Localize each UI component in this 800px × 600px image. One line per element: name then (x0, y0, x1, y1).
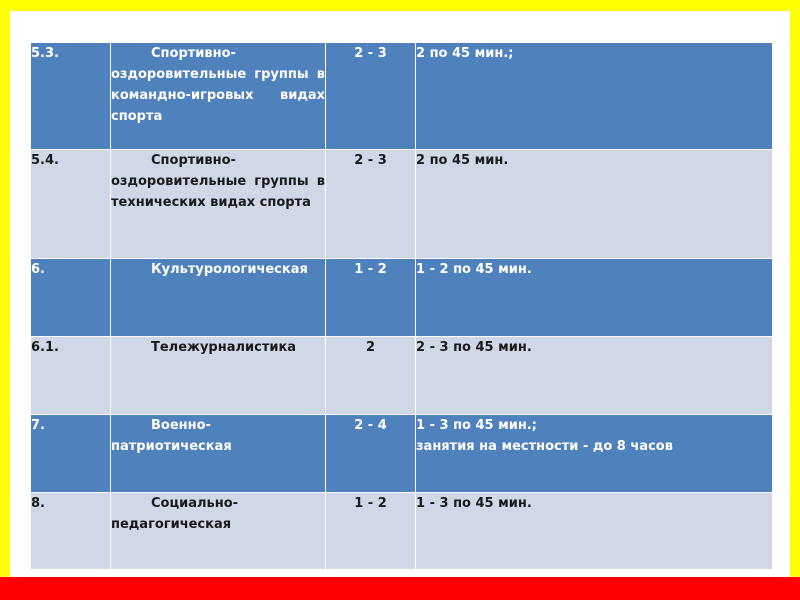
table-row (31, 259, 773, 337)
table-row (31, 493, 773, 570)
schedule-table (30, 42, 773, 570)
row-name: Спортивно-оздоровительные группы в технических видах спорта (111, 153, 325, 210)
row-name: Военно-патриотическая (111, 418, 232, 454)
row-number: 5.4. (31, 150, 111, 259)
row-number: 5.3. (31, 43, 111, 150)
row-name: Тележурналистика (151, 340, 297, 355)
row-age: 2 - 4 (326, 415, 416, 493)
row-duration-note: занятия на местности - до 8 часов (416, 439, 673, 454)
row-age: 1 - 2 (326, 259, 416, 337)
row-number: 7. (31, 415, 111, 493)
row-name: Культурологическая (151, 262, 308, 277)
row-duration: 1 - 3 по 45 мин.; (416, 418, 537, 433)
bottom-bar (0, 577, 800, 600)
row-age: 2 - 3 (326, 150, 416, 259)
row-name: Спортивно-оздоровительные группы в командно-игровых видах спорта (111, 46, 325, 124)
row-age: 2 (326, 337, 416, 415)
table-row (31, 415, 773, 493)
row-duration: 2 по 45 мин. (416, 153, 509, 168)
row-duration: 2 - 3 по 45 мин. (416, 340, 532, 355)
row-duration: 1 - 3 по 45 мин. (416, 496, 532, 511)
row-number: 6. (31, 259, 111, 337)
row-age: 1 - 2 (326, 493, 416, 570)
table-row (31, 43, 773, 150)
table-row (31, 337, 773, 415)
row-age: 2 - 3 (326, 43, 416, 150)
row-duration: 1 - 2 по 45 мин. (416, 262, 532, 277)
row-name: Социально-педагогическая (111, 496, 239, 532)
row-duration: 2 по 45 мин.; (416, 46, 514, 61)
table-row (31, 150, 773, 259)
row-number: 6.1. (31, 337, 111, 415)
row-number: 8. (31, 493, 111, 570)
